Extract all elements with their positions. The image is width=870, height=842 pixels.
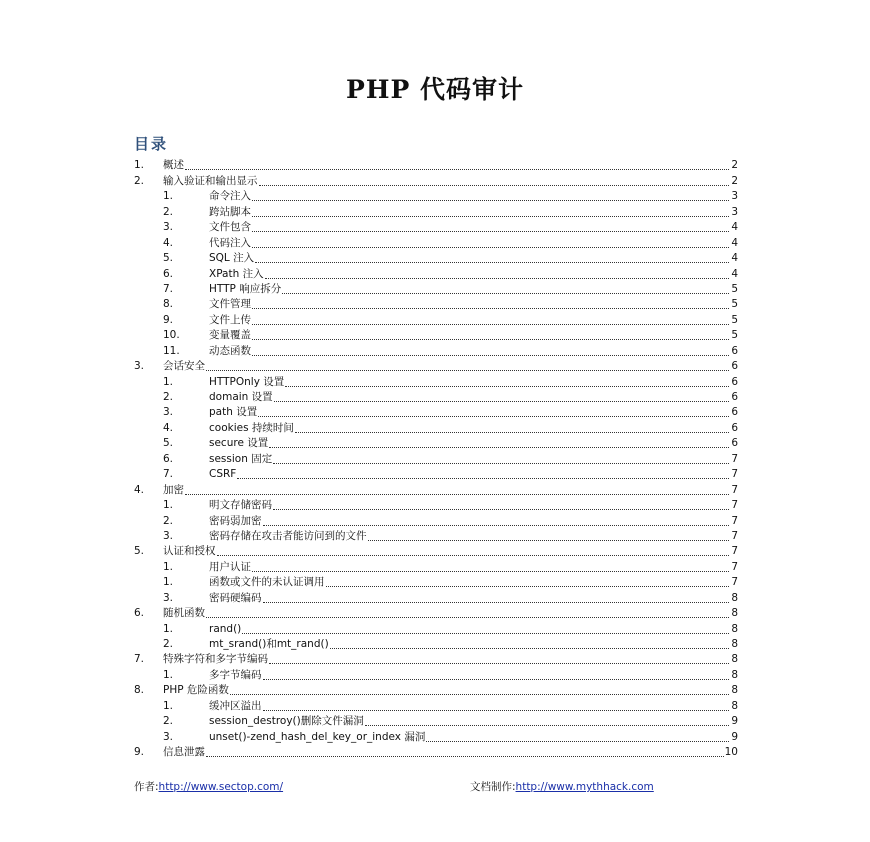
toc-entry-page: 9 <box>731 715 738 728</box>
toc-entry-label: 缓冲区溢出 <box>209 699 262 712</box>
toc-entry-number: 9. <box>163 313 174 326</box>
toc-entry-page: 8 <box>731 622 738 635</box>
author-link[interactable]: http://www.sectop.com/ <box>158 781 284 793</box>
toc-entry-number: 3. <box>163 529 174 542</box>
toc-entry-label: 特殊字符和多字节编码 <box>163 653 268 666</box>
toc-entry-page: 9 <box>731 730 738 743</box>
toc-leader-dots <box>185 168 729 170</box>
footer-producer <box>470 779 654 794</box>
toc-entry-number: 6. <box>134 607 145 620</box>
toc-entry-number: 1. <box>163 560 174 573</box>
toc-entry-label: 文件包含 <box>209 221 251 234</box>
toc-leader-dots <box>263 678 730 680</box>
toc-entry-number: 1. <box>163 668 174 681</box>
producer-label: 文档制作: <box>470 781 516 793</box>
toc-entry-number: 3. <box>163 406 174 419</box>
toc-entry[interactable] <box>134 203 738 218</box>
toc-entry-label: CSRF <box>209 468 237 481</box>
toc-entry-label: XPath 注入 <box>209 267 264 280</box>
toc-entry-page: 7 <box>731 468 738 481</box>
toc-entry-page: 4 <box>731 221 738 234</box>
toc-entry-number: 3. <box>134 360 145 373</box>
toc-entry-page: 8 <box>731 699 738 712</box>
toc-entry-number: 1. <box>163 622 174 635</box>
toc-entry-number: 7. <box>163 468 174 481</box>
footer-author <box>134 779 283 794</box>
toc-entry-number: 4. <box>163 236 174 249</box>
toc-entry-number: 3. <box>163 221 174 234</box>
toc-entry-label: unset()-zend_hash_del_key_or_index 漏洞 <box>209 730 426 743</box>
toc-leader-dots <box>252 354 729 356</box>
toc-entry[interactable] <box>134 589 738 604</box>
toc-entry-page: 6 <box>731 391 738 403</box>
toc-entry-label: 随机函数 <box>163 607 205 620</box>
toc-entry-number: 1. <box>163 499 174 512</box>
toc-entry-page: 7 <box>731 452 738 465</box>
toc-entry-number: 5. <box>163 437 174 450</box>
toc-entry-number: 8. <box>163 298 174 311</box>
toc-entry-page: 3 <box>731 190 738 203</box>
toc-entry[interactable] <box>134 188 738 203</box>
toc-entry-number: 1. <box>163 699 174 712</box>
toc-entry-label: secure 设置 <box>209 437 269 450</box>
toc-leader-dots <box>206 369 729 371</box>
toc-entry-page: 8 <box>731 638 738 650</box>
toc-entry[interactable] <box>134 327 738 342</box>
toc-entry-number: 10. <box>163 329 180 342</box>
toc-entry-number: 2. <box>163 514 174 527</box>
table-of-contents <box>134 157 738 759</box>
toc-leader-dots <box>263 709 730 711</box>
toc-entry-number: 11. <box>163 344 180 357</box>
toc-entry[interactable] <box>134 389 738 404</box>
toc-entry-page: 6 <box>731 344 738 357</box>
toc-leader-dots <box>365 724 729 726</box>
toc-entry-label: 动态函数 <box>209 344 251 357</box>
toc-entry-page: 4 <box>731 252 738 265</box>
toc-entry-number: 7. <box>163 282 174 295</box>
toc-entry[interactable] <box>134 157 738 172</box>
toc-entry-label: 明文存储密码 <box>209 499 272 512</box>
toc-leader-dots <box>237 477 729 479</box>
toc-entry[interactable] <box>134 234 738 249</box>
toc-entry-number: 2. <box>163 391 174 403</box>
toc-leader-dots <box>259 184 730 186</box>
toc-entry[interactable] <box>134 281 738 296</box>
toc-entry[interactable] <box>134 574 738 589</box>
toc-entry-number: 1. <box>134 159 145 172</box>
toc-entry-number: 7. <box>134 653 145 666</box>
toc-entry-page: 5 <box>731 282 738 295</box>
toc-entry-page: 8 <box>731 668 738 681</box>
toc-leader-dots <box>206 755 724 757</box>
toc-entry-page: 7 <box>731 545 738 558</box>
toc-entry-page: 7 <box>731 529 738 542</box>
toc-entry[interactable] <box>134 466 738 481</box>
toc-entry-number: 2. <box>163 715 174 728</box>
toc-entry-number: 1. <box>163 190 174 203</box>
toc-entry[interactable] <box>134 697 738 712</box>
toc-leader-dots <box>269 446 729 448</box>
toc-entry-label: mt_srand()和mt_rand() <box>209 638 329 650</box>
toc-entry[interactable] <box>134 419 738 434</box>
toc-entry[interactable] <box>134 172 738 187</box>
toc-entry-number: 4. <box>134 483 145 496</box>
toc-entry-page: 6 <box>731 375 738 388</box>
toc-entry[interactable] <box>134 728 738 743</box>
toc-entry-number: 4. <box>163 421 174 434</box>
toc-leader-dots <box>185 493 729 495</box>
toc-entry[interactable] <box>134 620 738 635</box>
toc-entry[interactable] <box>134 311 738 326</box>
toc-entry[interactable] <box>134 481 738 496</box>
author-label: 作者: <box>134 781 159 793</box>
toc-leader-dots <box>217 554 730 556</box>
toc-entry[interactable] <box>134 528 738 543</box>
toc-entry[interactable] <box>134 358 738 373</box>
toc-entry[interactable] <box>134 435 738 450</box>
toc-leader-dots <box>265 277 729 279</box>
toc-entry-page: 2 <box>731 174 738 187</box>
toc-entry-label: 密码硬编码 <box>209 591 262 604</box>
toc-entry[interactable] <box>134 651 738 666</box>
toc-entry-label: 变量覆盖 <box>209 329 251 342</box>
toc-leader-dots <box>255 261 729 263</box>
toc-entry[interactable] <box>134 636 738 651</box>
toc-entry-label: HTTP 响应拆分 <box>209 282 282 295</box>
toc-entry-label: cookies 持续时间 <box>209 421 294 434</box>
toc-leader-dots <box>258 415 729 417</box>
toc-entry-label: PHP 危险函数 <box>163 684 229 697</box>
toc-entry[interactable] <box>134 744 738 759</box>
toc-entry-label: 文件管理 <box>209 298 251 311</box>
toc-entry-number: 1. <box>163 375 174 388</box>
toc-leader-dots <box>274 400 729 402</box>
toc-entry[interactable] <box>134 373 738 388</box>
toc-entry-page: 4 <box>731 267 738 280</box>
toc-entry-page: 8 <box>731 607 738 620</box>
toc-leader-dots <box>230 693 729 695</box>
toc-leader-dots <box>252 199 729 201</box>
toc-entry[interactable] <box>134 558 738 573</box>
toc-leader-dots <box>252 323 729 325</box>
toc-entry-page: 7 <box>731 483 738 496</box>
toc-entry-number: 5. <box>134 545 145 558</box>
toc-entry-label: 加密 <box>163 483 184 496</box>
toc-entry-label: 密码存储在攻击者能访问到的文件 <box>209 529 367 542</box>
toc-entry-label: 命令注入 <box>209 190 251 203</box>
toc-entry-label: 密码弱加密 <box>209 514 262 527</box>
toc-entry-number: 6. <box>163 452 174 465</box>
toc-entry-number: 2. <box>134 174 145 187</box>
toc-leader-dots <box>263 601 730 603</box>
toc-heading: 目录 <box>134 135 169 153</box>
producer-link[interactable]: http://www.mythhack.com <box>515 781 654 793</box>
toc-entry-page: 6 <box>731 360 738 373</box>
toc-entry-number: 5. <box>163 252 174 265</box>
toc-entry-page: 7 <box>731 514 738 527</box>
toc-entry-page: 7 <box>731 576 738 589</box>
toc-entry[interactable] <box>134 265 738 280</box>
toc-leader-dots <box>330 647 729 649</box>
toc-entry-page: 8 <box>731 684 738 697</box>
toc-entry-number: 3. <box>163 730 174 743</box>
toc-leader-dots <box>252 338 729 340</box>
toc-entry[interactable] <box>134 250 738 265</box>
toc-entry-number: 8. <box>134 684 145 697</box>
toc-entry-page: 7 <box>731 499 738 512</box>
toc-leader-dots <box>269 662 729 664</box>
toc-entry-label: session_destroy()删除文件漏洞 <box>209 715 364 728</box>
toc-entry-label: 跨站脚本 <box>209 205 251 218</box>
toc-entry[interactable] <box>134 296 738 311</box>
toc-entry[interactable] <box>134 512 738 527</box>
toc-leader-dots <box>282 292 729 294</box>
toc-entry-page: 6 <box>731 406 738 419</box>
toc-entry-label: 概述 <box>163 159 184 172</box>
toc-entry-label: path 设置 <box>209 406 258 419</box>
toc-entry[interactable] <box>134 450 738 465</box>
toc-entry-label: 函数或文件的未认证调用 <box>209 576 325 589</box>
toc-leader-dots <box>368 539 730 541</box>
toc-entry[interactable] <box>134 713 738 728</box>
toc-entry-number: 2. <box>163 205 174 218</box>
toc-entry-label: 多字节编码 <box>209 668 262 681</box>
toc-entry-label: 信息泄露 <box>163 746 205 759</box>
toc-entry-number: 3. <box>163 591 174 604</box>
toc-entry-page: 5 <box>731 329 738 342</box>
toc-entry-label: HTTPOnly 设置 <box>209 375 285 388</box>
toc-entry[interactable] <box>134 605 738 620</box>
toc-entry[interactable] <box>134 404 738 419</box>
toc-entry-label: rand() <box>209 622 242 635</box>
toc-entry-label: 用户认证 <box>209 560 251 573</box>
toc-entry-label: 文件上传 <box>209 313 251 326</box>
toc-entry-page: 10 <box>724 746 738 759</box>
toc-entry-number: 1. <box>163 576 174 589</box>
toc-leader-dots <box>326 585 730 587</box>
toc-entry-label: 认证和授权 <box>163 545 216 558</box>
toc-entry-page: 4 <box>731 236 738 249</box>
toc-entry-number: 6. <box>163 267 174 280</box>
toc-leader-dots <box>252 570 729 572</box>
document-title: PHP 代码审计 <box>346 75 524 104</box>
toc-entry-label: 代码注入 <box>209 236 251 249</box>
toc-leader-dots <box>295 431 729 433</box>
toc-entry[interactable] <box>134 342 738 357</box>
toc-entry-page: 3 <box>731 205 738 218</box>
toc-entry[interactable] <box>134 219 738 234</box>
toc-leader-dots <box>273 462 729 464</box>
toc-entry-page: 6 <box>731 437 738 450</box>
toc-leader-dots <box>206 616 729 618</box>
toc-leader-dots <box>273 508 729 510</box>
toc-entry-label: session 固定 <box>209 452 273 465</box>
toc-leader-dots <box>252 215 729 217</box>
toc-entry-label: SQL 注入 <box>209 252 255 265</box>
toc-leader-dots <box>252 246 729 248</box>
toc-entry-page: 7 <box>731 560 738 573</box>
toc-entry-page: 8 <box>731 591 738 604</box>
toc-leader-dots <box>285 385 729 387</box>
toc-entry-number: 9. <box>134 746 145 759</box>
toc-leader-dots <box>426 740 729 742</box>
toc-leader-dots <box>263 524 730 526</box>
toc-entry[interactable] <box>134 543 738 558</box>
toc-leader-dots <box>242 632 729 634</box>
toc-entry-page: 2 <box>731 159 738 172</box>
toc-leader-dots <box>252 307 729 309</box>
toc-entry[interactable] <box>134 497 738 512</box>
toc-entry-page: 5 <box>731 298 738 311</box>
toc-entry-page: 6 <box>731 421 738 434</box>
toc-entry-number: 2. <box>163 638 174 650</box>
toc-leader-dots <box>252 230 729 232</box>
toc-entry-page: 5 <box>731 313 738 326</box>
toc-entry-label: 会话安全 <box>163 360 205 373</box>
toc-entry-label: 输入验证和输出显示 <box>163 174 258 187</box>
toc-entry-page: 8 <box>731 653 738 666</box>
toc-entry-label: domain 设置 <box>209 391 273 403</box>
toc-entry[interactable] <box>134 682 738 697</box>
toc-entry[interactable] <box>134 666 738 681</box>
